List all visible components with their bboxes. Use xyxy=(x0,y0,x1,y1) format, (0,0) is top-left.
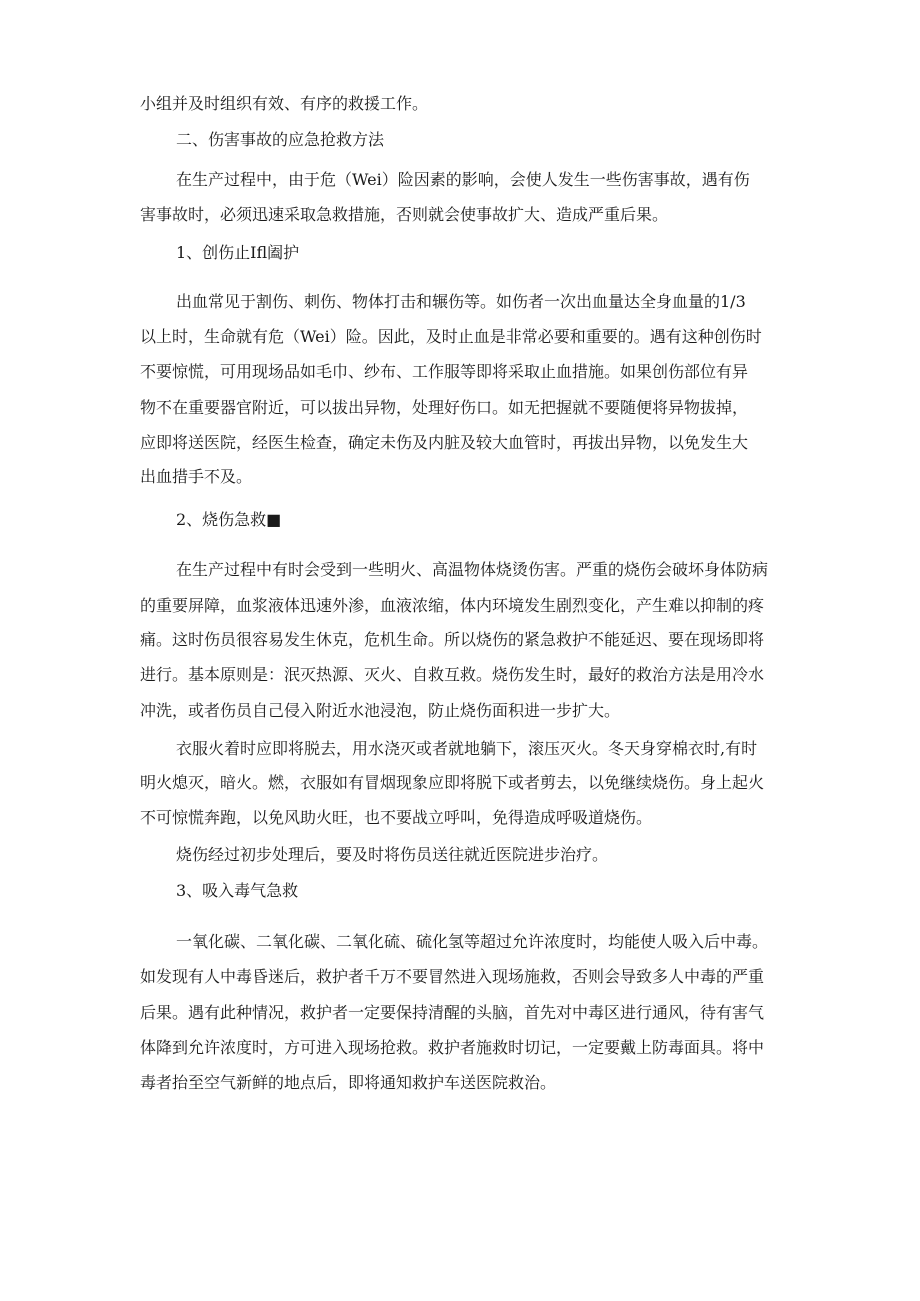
text-line: 如发现有人中毒昏迷后，救护者千万不要冒然进入现场施救，否则会导致多人中毒的严重 xyxy=(140,967,765,986)
text-line: 体降到允许浓度时，方可进入现场抢救。救护者施救时切记，一定要戴上防毒面具。将中 xyxy=(140,1038,765,1057)
text-line: 以上时，生命就有危（Wei）险。因此，及时止血是非常必要和重要的。遇有这种创伤时 xyxy=(140,327,762,346)
text-line: 在生产过程中有时会受到一些明火、高温物体烧烫伤害。严重的烧伤会破坏身体防病 xyxy=(176,560,769,579)
text-line: 一氧化碳、二氧化碳、二氧化硫、硫化氢等超过允许浓度时，均能使人吸入后中毒。 xyxy=(176,932,769,951)
text-line: 衣服火着时应即将脱去，用水浇灭或者就地躺下，滚压灭火。冬天身穿棉衣时,有时 xyxy=(176,739,758,758)
text-line: 毒者抬至空气新鲜的地点后，即将通知救护车送医院救治。 xyxy=(140,1073,557,1092)
section-heading: 二、伤害事故的应急抢救方法 xyxy=(176,130,385,149)
text-line: 明火熄灭，暗火。燃，衣服如有冒烟现象应即将脱下或者剪去，以免继续烧伤。身上起火 xyxy=(140,773,765,792)
text-line: 不要惊慌，可用现场品如毛巾、纱布、工作服等即将采取止血措施。如果创伤部位有异 xyxy=(140,362,749,381)
text-line: 出血措手不及。 xyxy=(140,467,253,486)
text-line: 烧伤经过初步处理后，要及时将伤员送往就近医院进步治疗。 xyxy=(176,845,609,864)
text-line: 后果。遇有此种情况，救护者一定要保持清醒的头脑，首先对中毒区进行通风，待有害气 xyxy=(140,1003,765,1022)
text-line: 不可惊慌奔跑，以免风助火旺，也不要战立呼叫，免得造成呼吸道烧伤。 xyxy=(140,808,653,827)
text-line: 小组并及时组织有效、有序的救援工作。 xyxy=(140,94,429,113)
text-line: 物不在重要器官附近，可以拔出异物，处理好伤口。如无把握就不要随便将异物拔掉， xyxy=(140,398,749,417)
text-line: 在生产过程中，由于危（Wei）险因素的影响，会使人发生一些伤害事故，遇有伤 xyxy=(176,170,750,189)
text-line: 出血常见于割伤、刺伤、物体打击和辗伤等。如伤者一次出血量达全身血量的1/3 xyxy=(176,292,746,311)
subsection-heading: 1、创伤止Ifl阖护 xyxy=(176,243,300,262)
text-line: 痛。这时伤员很容易发生休克，危机生命。所以烧伤的紧急救护不能延迟、要在现场即将 xyxy=(140,630,765,649)
text-line: 应即将送医院，经医生检查，确定未伤及内脏及较大血管时，再拔出异物，以免发生大 xyxy=(140,433,749,452)
text-line: 进行。基本原则是：泯灭热源、灭火、自救互救。烧伤发生时，最好的救治方法是用冷水 xyxy=(140,665,765,684)
text-line: 害事故时，必须迅速采取急救措施，否则就会使事故扩大、造成严重后果。 xyxy=(140,205,669,224)
subsection-heading: 3、吸入毒气急救 xyxy=(176,881,299,900)
text-line: 冲洗，或者伤员自己侵入附近水池浸泡，防止烧伤面积进一步扩大。 xyxy=(140,701,621,720)
subsection-heading: 2、烧伤急救■ xyxy=(176,510,282,529)
text-line: 的重要屏障，血浆液体迅速外渗，血液浓缩，体内环境发生剧烈变化，产生难以抑制的疼 xyxy=(140,596,765,615)
